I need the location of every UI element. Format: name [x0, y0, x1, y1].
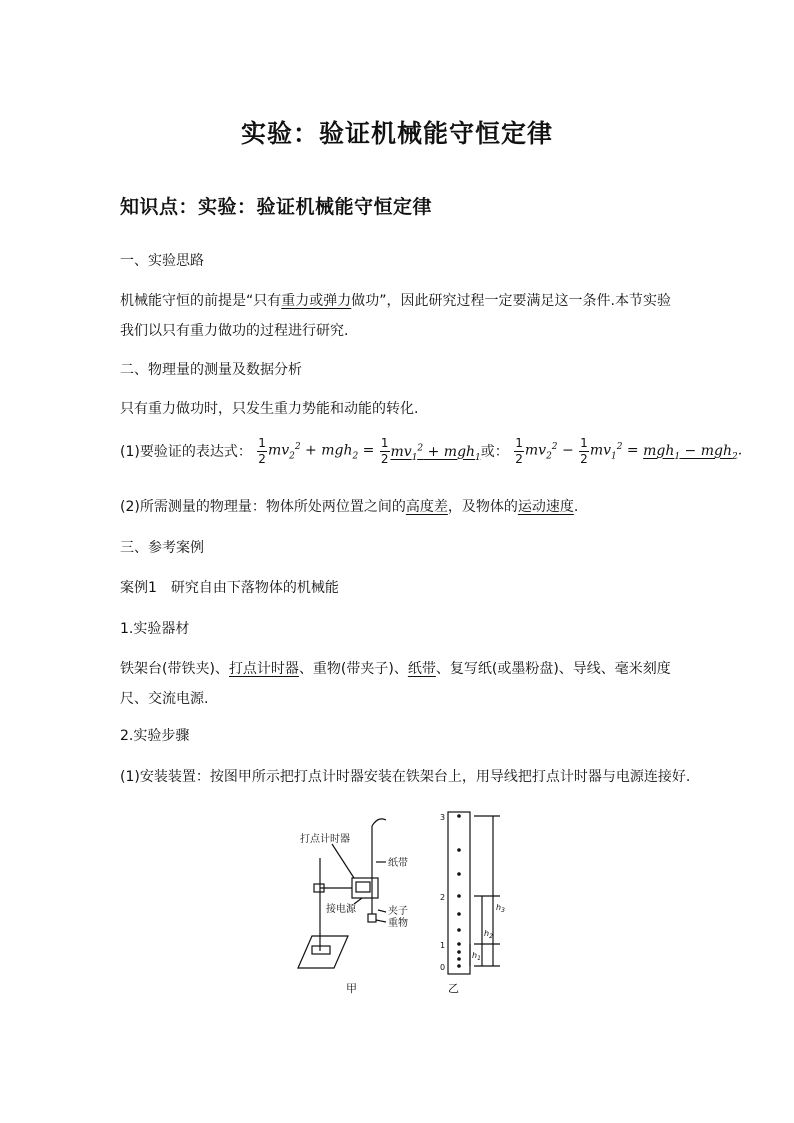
label-yi: 乙: [448, 982, 459, 995]
tape-dot: [457, 848, 461, 852]
tape-mark-0: 0: [440, 963, 446, 972]
h1-label: $h_1$: [472, 951, 481, 962]
tape-dot: [457, 872, 461, 876]
equipment-heading: 1.实验器材: [120, 621, 190, 637]
label-weight: 重物: [388, 918, 408, 929]
tape-dot: [457, 894, 461, 898]
heading-cases: 三、参考案例: [120, 540, 204, 556]
tape-dot: [457, 912, 461, 916]
label-power: 接电源: [326, 904, 356, 915]
label-jia: 甲: [346, 982, 357, 995]
tape-dot: [457, 928, 461, 932]
label-timer: 打点计时器: [300, 834, 350, 845]
label-clip: 夹子: [388, 906, 408, 917]
stand-base: [298, 936, 348, 968]
timer-inner: [356, 882, 370, 892]
equipment-list: 铁架台(带铁夹)、打点计时器、重物(带夹子)、纸带、复写纸(或墨粉盘)、导线、毫米刻度尺、交流电源.: [120, 661, 671, 707]
label-tape: 纸带: [388, 858, 408, 869]
paragraph-idea: 机械能守恒的前提是“只有重力或弹力做功”，因此研究过程一定要满足这一条件.本节实验我们以只有重力做功的过程进行研究.: [120, 293, 671, 339]
tape-mark-1: 1: [440, 941, 446, 950]
page-title: 实验：验证机械能守恒定律: [240, 119, 553, 148]
heading-measure: 二、物理量的测量及数据分析: [120, 362, 302, 378]
tape-dot: [457, 957, 461, 961]
h2-label: $h_2$: [484, 929, 493, 940]
tape-dot: [457, 964, 461, 968]
steps-heading: 2.实验步骤: [120, 728, 190, 744]
stand-foot: [312, 946, 330, 954]
apparatus-figure: [290, 806, 520, 996]
tape-dot: [457, 942, 461, 946]
tape-strip: [448, 812, 470, 974]
tape-mark-3: 3: [440, 813, 446, 822]
step-1: (1)安装装置：按图甲所示把打点计时器安装在铁架台上，用导线把打点计时器与电源连接好.: [120, 769, 691, 785]
equation-line: (1)要验证的表达式： $\frac{1}{2}$ $mv_2^2 + mgh_2$ = $\frac{1}{2}$ $mv_1^2 + mgh_1$或： $\frac{1}{2}$ $mv_2^2$ − $\frac{1}{2}$ $mv_1^2 = mgh_1 - mgh_2$.: [120, 436, 743, 467]
h3-label: $h_3$: [496, 903, 505, 914]
section-heading: 知识点：实验：验证机械能守恒定律: [120, 196, 433, 218]
tape-dot: [457, 814, 461, 818]
paragraph-energy: 只有重力做功时，只发生重力势能和动能的转化.: [120, 401, 419, 417]
tape-mark-2: 2: [440, 893, 446, 902]
paragraph-quantities: (2)所需测量的物理量：物体所处两位置之间的高度差，及物体的运动速度.: [120, 499, 579, 515]
tape-end: [372, 819, 386, 826]
heading-idea: 一、实验思路: [120, 253, 204, 269]
tape-dot: [457, 950, 461, 954]
case-title: 案例1 研究自由下落物体的机械能: [120, 580, 339, 596]
weight-block: [368, 914, 376, 922]
